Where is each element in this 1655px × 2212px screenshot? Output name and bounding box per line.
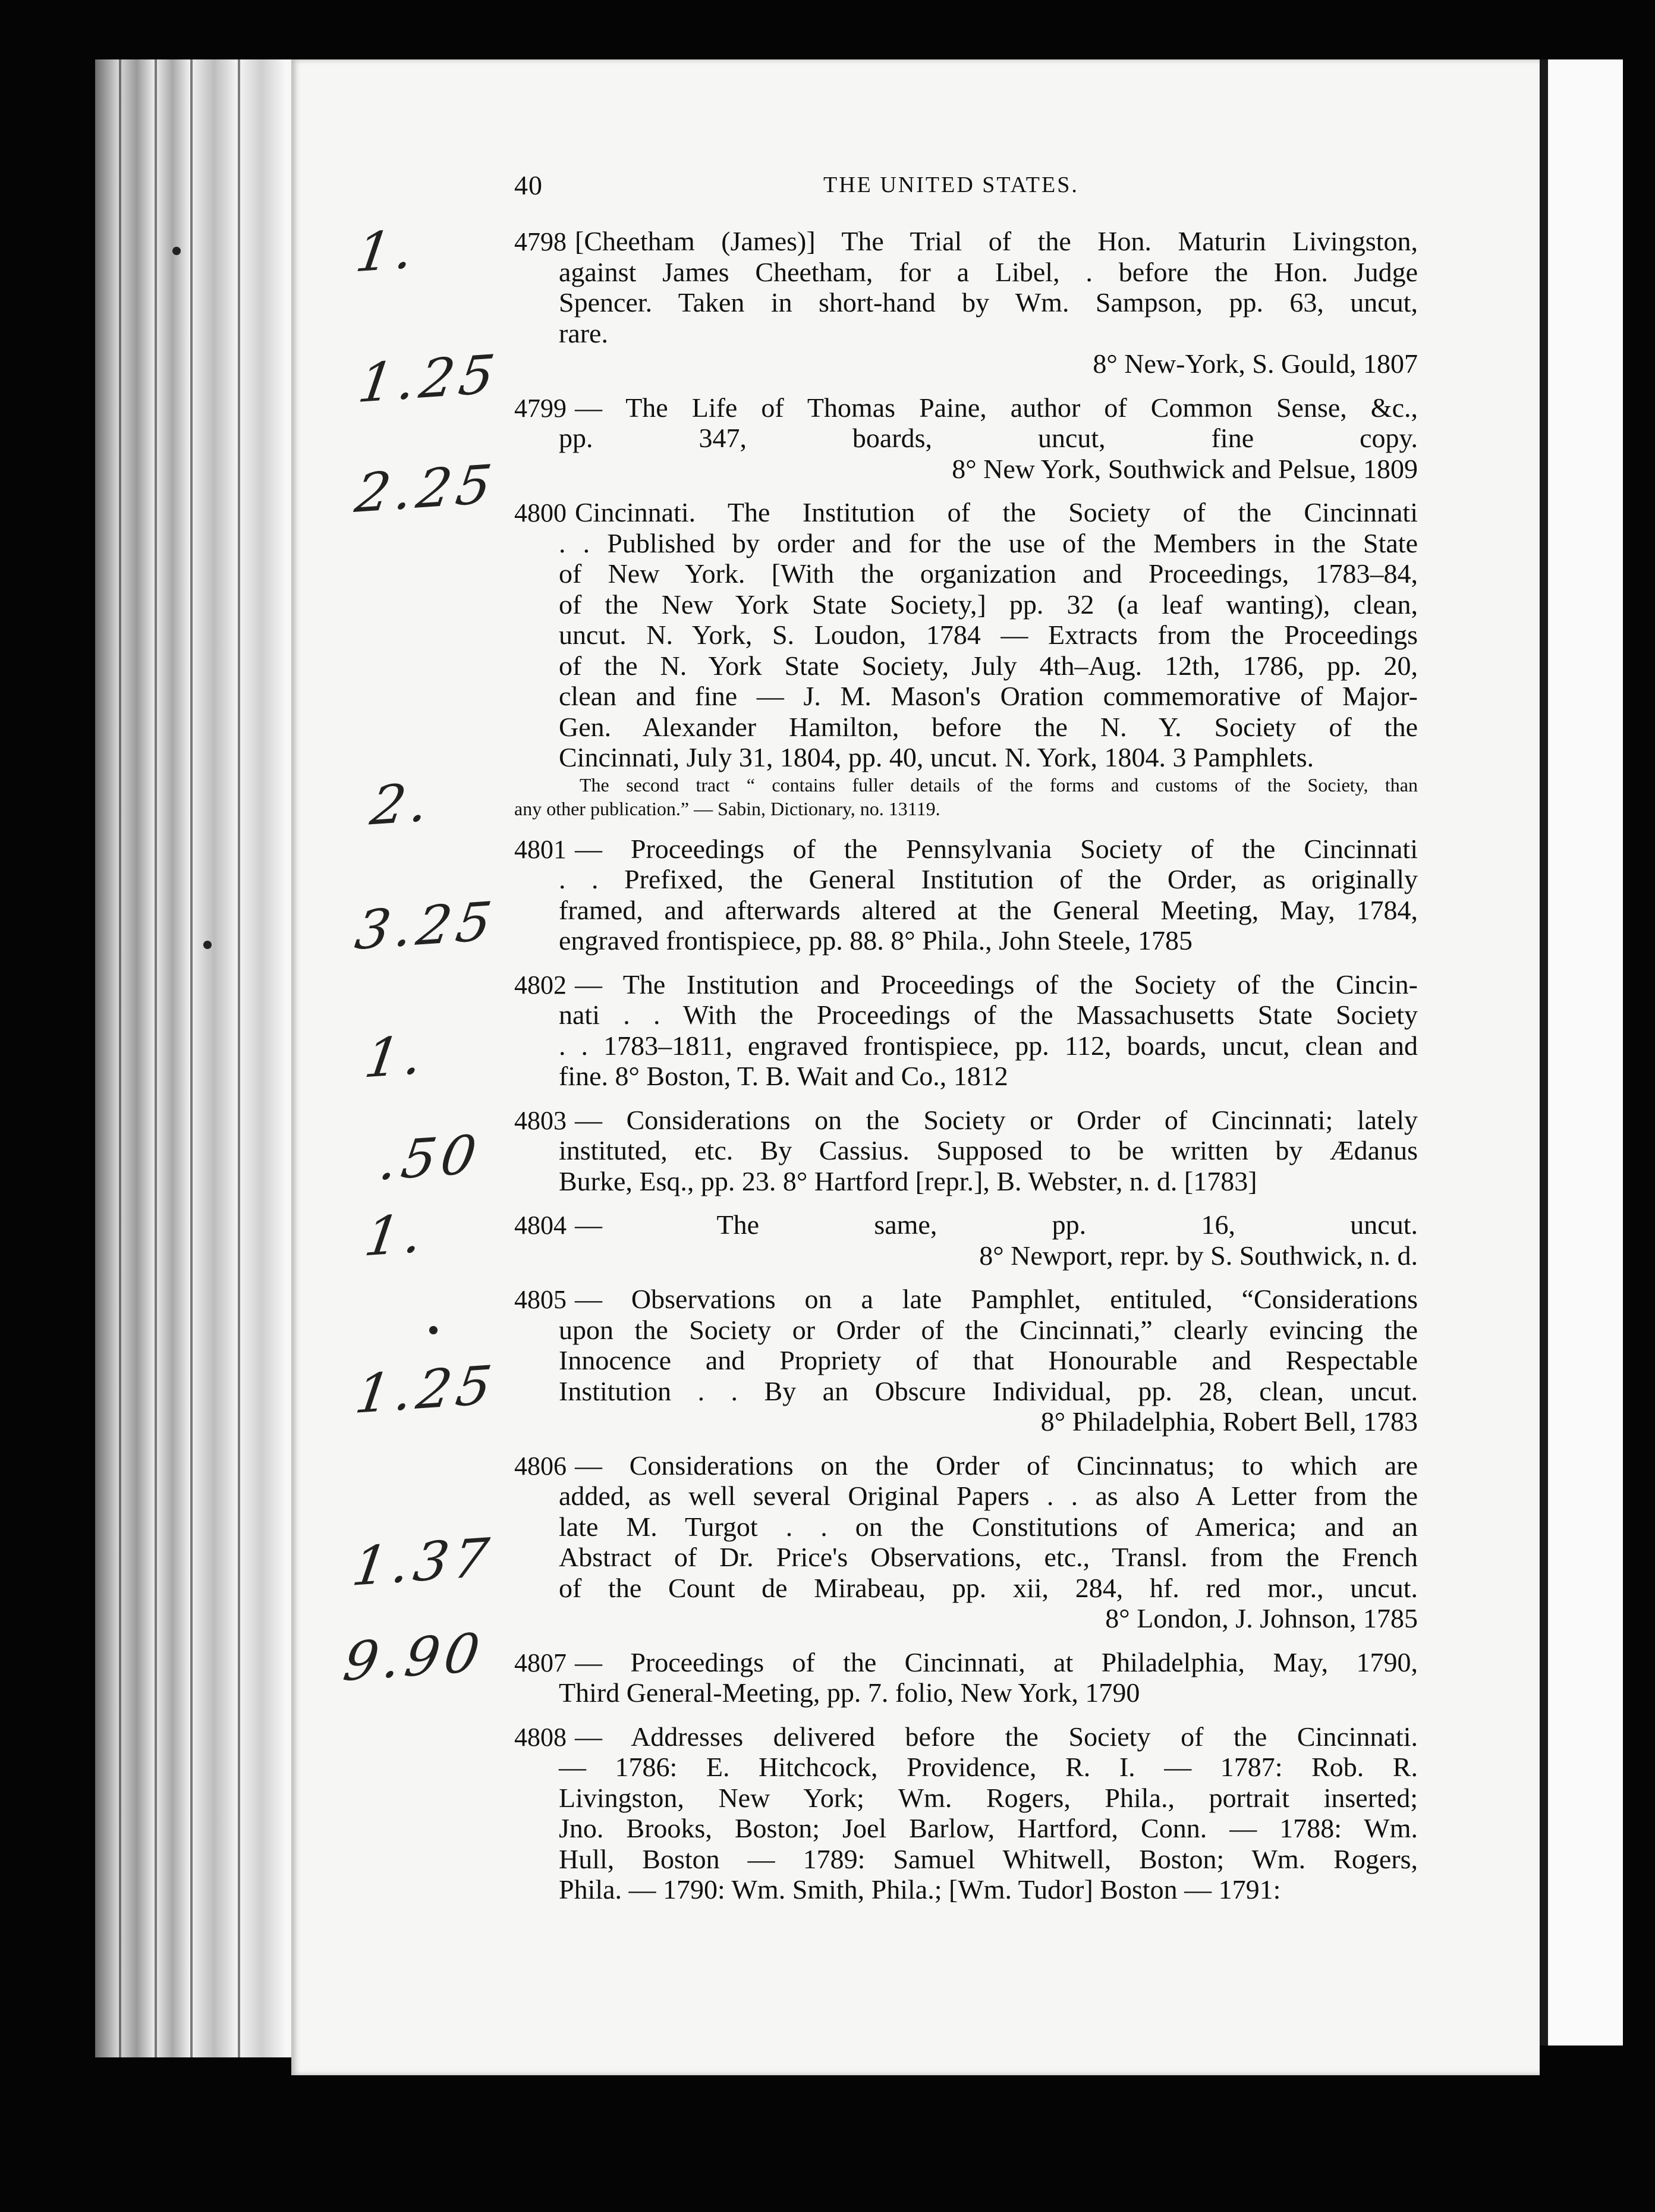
lot-number: 4807 bbox=[514, 1648, 567, 1677]
entry-line: Jno. Brooks, Boston; Joel Barlow, Hartford, Conn. — 1788: Wm. bbox=[559, 1813, 1418, 1843]
entry-line: 8° Philadelphia, Robert Bell, 1783 bbox=[1040, 1406, 1418, 1437]
entry-first-line bbox=[514, 226, 1418, 257]
catalogue-entry bbox=[514, 969, 1418, 1092]
entry-line: Spencer. Taken in short-hand by Wm. Sampson, pp. 63, uncut, bbox=[559, 287, 1418, 318]
ink-dot bbox=[203, 941, 212, 949]
ink-dot bbox=[172, 247, 181, 255]
entry-text: — Addresses delivered before the Society of the Cincinnati. bbox=[575, 1721, 1418, 1752]
handwritten-price: 3.25 bbox=[351, 890, 501, 962]
entry-line: fine. 8° Boston, T. B. Wait and Co., 1812 bbox=[559, 1061, 1008, 1091]
entry-line: Cincinnati, July 31, 1804, pp. 40, uncut. N. York, 1804. 3 Pamphlets. bbox=[559, 742, 1314, 772]
entry-first-line bbox=[514, 1209, 1418, 1240]
entry-line: uncut. N. York, S. Loudon, 1784 — Extracts from the Proceedings bbox=[559, 620, 1418, 650]
entry-first-line bbox=[514, 1105, 1418, 1136]
lot-number: 4803 bbox=[514, 1105, 567, 1135]
entry-line: framed, and afterwards altered at the General Meeting, May, 1784, bbox=[559, 894, 1418, 925]
catalogue-entry bbox=[514, 1209, 1418, 1271]
entry-text: — Considerations on the Order of Cincinnatus; to which are bbox=[575, 1450, 1418, 1481]
page-header bbox=[514, 169, 1418, 211]
entry-line: rare. bbox=[559, 318, 608, 348]
entry-text: — Observations on a late Pamphlet, entituled, “Considerations bbox=[575, 1284, 1418, 1314]
entry-line: pp. 347, boards, uncut, fine copy. bbox=[559, 423, 1418, 453]
entry-text: — The same, pp. 16, uncut. bbox=[575, 1209, 1418, 1240]
lot-number: 4804 bbox=[514, 1211, 567, 1240]
handwritten-price: 9.90 bbox=[339, 1622, 489, 1693]
entry-line: Livingston, New York; Wm. Rogers, Phila., portrait inserted; bbox=[559, 1782, 1418, 1813]
entry-line: of New York. [With the organization and Proceedings, 1783–84, bbox=[559, 558, 1418, 589]
entry-line: of the N. York State Society, July 4th–Aug. 12th, 1786, pp. 20, bbox=[559, 650, 1418, 681]
entry-line: upon the Society or Order of the Cincinnati,” clearly evincing the bbox=[559, 1314, 1418, 1345]
entry-first-line bbox=[514, 1284, 1418, 1315]
entry-line: . . Published by order and for the use of the Members in the State bbox=[559, 527, 1418, 558]
entry-line: Gen. Alexander Hamilton, before the N. Y. Society of the bbox=[559, 711, 1418, 742]
entry-line: Innocence and Propriety of that Honourable and Respectable bbox=[559, 1345, 1418, 1375]
entry-first-line bbox=[514, 969, 1418, 1000]
entry-line: instituted, etc. By Cassius. Supposed to be written by Ædanus bbox=[559, 1135, 1418, 1165]
catalogue-entry bbox=[514, 1105, 1418, 1197]
handwritten-price: .50 bbox=[375, 1123, 485, 1193]
entry-line: of the Count de Mirabeau, pp. xii, 284, hf. red mor., uncut. bbox=[559, 1572, 1418, 1603]
entry-line: . . 1783–1811, engraved frontispiece, pp. 112, boards, uncut, clean and bbox=[559, 1030, 1418, 1061]
entry-line: . . Prefixed, the General Institution of the Order, as originally bbox=[559, 864, 1418, 894]
handwritten-price: 1.25 bbox=[354, 343, 504, 415]
entry-line: nati . . With the Proceedings of the Massachusetts State Society bbox=[559, 1000, 1418, 1030]
catalogue-entry bbox=[514, 1647, 1418, 1708]
entry-text: [Cheetham (James)] The Trial of the Hon. Maturin Livingston, bbox=[575, 226, 1418, 256]
entry-first-line bbox=[514, 1647, 1418, 1678]
lot-number: 4800 bbox=[514, 498, 567, 527]
catalogue-entry bbox=[514, 834, 1418, 956]
catalogue-entry bbox=[514, 226, 1418, 379]
entry-line: engraved frontispiece, pp. 88. 8° Phila., John Steele, 1785 bbox=[559, 925, 1193, 956]
entry-first-line bbox=[514, 497, 1418, 528]
catalogue-entry bbox=[514, 1450, 1418, 1634]
entry-text: — Proceedings of the Cincinnati, at Philadelphia, May, 1790, bbox=[575, 1647, 1418, 1677]
entry-first-line bbox=[514, 1450, 1418, 1481]
lot-number: 4808 bbox=[514, 1722, 567, 1752]
book-page-edges bbox=[95, 59, 291, 2057]
entry-first-line bbox=[514, 1721, 1418, 1752]
handwritten-price: 1. bbox=[351, 218, 422, 285]
entry-line: against James Cheetham, for a Libel, . before the Hon. Judge bbox=[559, 256, 1418, 287]
entry-first-line bbox=[514, 834, 1418, 865]
catalogue-entries bbox=[514, 226, 1418, 1918]
ink-dot bbox=[429, 1326, 438, 1334]
lot-number: 4799 bbox=[514, 393, 567, 423]
entry-line: — 1786: E. Hitchcock, Providence, R. I. — 1787: Rob. R. bbox=[559, 1752, 1418, 1782]
entry-text: — Proceedings of the Pennsylvania Society of the Cincinnati bbox=[575, 833, 1418, 864]
entry-line: 8° Newport, repr. by S. Southwick, n. d. bbox=[979, 1240, 1418, 1271]
catalogue-entry bbox=[514, 1284, 1418, 1437]
catalogue-entry bbox=[514, 392, 1418, 485]
catalogue-entry bbox=[514, 1721, 1418, 1905]
entry-line: 8° New-York, S. Gould, 1807 bbox=[1093, 348, 1418, 379]
running-title: THE UNITED STATES. bbox=[823, 172, 1079, 197]
handwritten-price: 1.25 bbox=[351, 1354, 501, 1426]
entry-line: late M. Turgot . . on the Constitutions of America; and an bbox=[559, 1511, 1418, 1542]
entry-line: Burke, Esq., pp. 23. 8° Hartford [repr.], B. Webster, n. d. [1783] bbox=[559, 1165, 1257, 1196]
entry-text: — Considerations on the Society or Order of Cincinnati; lately bbox=[575, 1104, 1418, 1135]
entry-line: Phila. — 1790: Wm. Smith, Phila.; [Wm. Tudor] Boston — 1791: bbox=[559, 1874, 1281, 1905]
handwritten-price: 1.37 bbox=[348, 1526, 498, 1598]
entry-line: Abstract of Dr. Price's Observations, etc., Transl. from the French bbox=[559, 1542, 1418, 1572]
catalogue-entry bbox=[514, 497, 1418, 821]
entry-line: Institution . . By an Obscure Individual, pp. 28, clean, uncut. bbox=[559, 1375, 1418, 1406]
entry-line: of the New York State Society,] pp. 32 (a leaf wanting), clean, bbox=[559, 589, 1418, 620]
lot-number: 4802 bbox=[514, 970, 567, 1000]
entry-line: 8° London, J. Johnson, 1785 bbox=[1105, 1603, 1418, 1633]
entry-text: — The Life of Thomas Paine, author of Common Sense, &c., bbox=[575, 392, 1418, 423]
page-number: 40 bbox=[514, 170, 543, 200]
entry-line: Third General-Meeting, pp. 7. folio, New York, 1790 bbox=[559, 1677, 1140, 1708]
entry-line: clean and fine — J. M. Mason's Oration commemorative of Major- bbox=[559, 681, 1418, 711]
handwritten-price: 1. bbox=[360, 1023, 431, 1091]
entry-line: 8° New York, Southwick and Pelsue, 1809 bbox=[952, 453, 1418, 484]
handwritten-price: 2. bbox=[366, 771, 437, 838]
lot-number: 4798 bbox=[514, 227, 567, 256]
entry-text: — The Institution and Proceedings of the Society of the Cincin- bbox=[575, 969, 1418, 1000]
entry-text: Cincinnati. The Institution of the Society of the Cincinnati bbox=[575, 497, 1418, 527]
handwritten-price: 2.25 bbox=[351, 453, 501, 525]
lot-number: 4805 bbox=[514, 1285, 567, 1314]
entry-note: any other publication.” — Sabin, Dictionary, no. 13119. bbox=[514, 797, 940, 819]
lot-number: 4806 bbox=[514, 1451, 567, 1481]
lot-number: 4801 bbox=[514, 834, 567, 864]
handwritten-price: 1. bbox=[360, 1202, 431, 1269]
entry-first-line bbox=[514, 392, 1418, 423]
next-page-edge bbox=[1540, 59, 1623, 2046]
entry-line: Hull, Boston — 1789: Samuel Whitwell, Boston; Wm. Rogers, bbox=[559, 1843, 1418, 1874]
entry-line: added, as well several Original Papers . . as also A Letter from the bbox=[559, 1481, 1418, 1511]
entry-note: The second tract “ contains fuller details of the forms and customs of the Society, than bbox=[580, 774, 1418, 796]
